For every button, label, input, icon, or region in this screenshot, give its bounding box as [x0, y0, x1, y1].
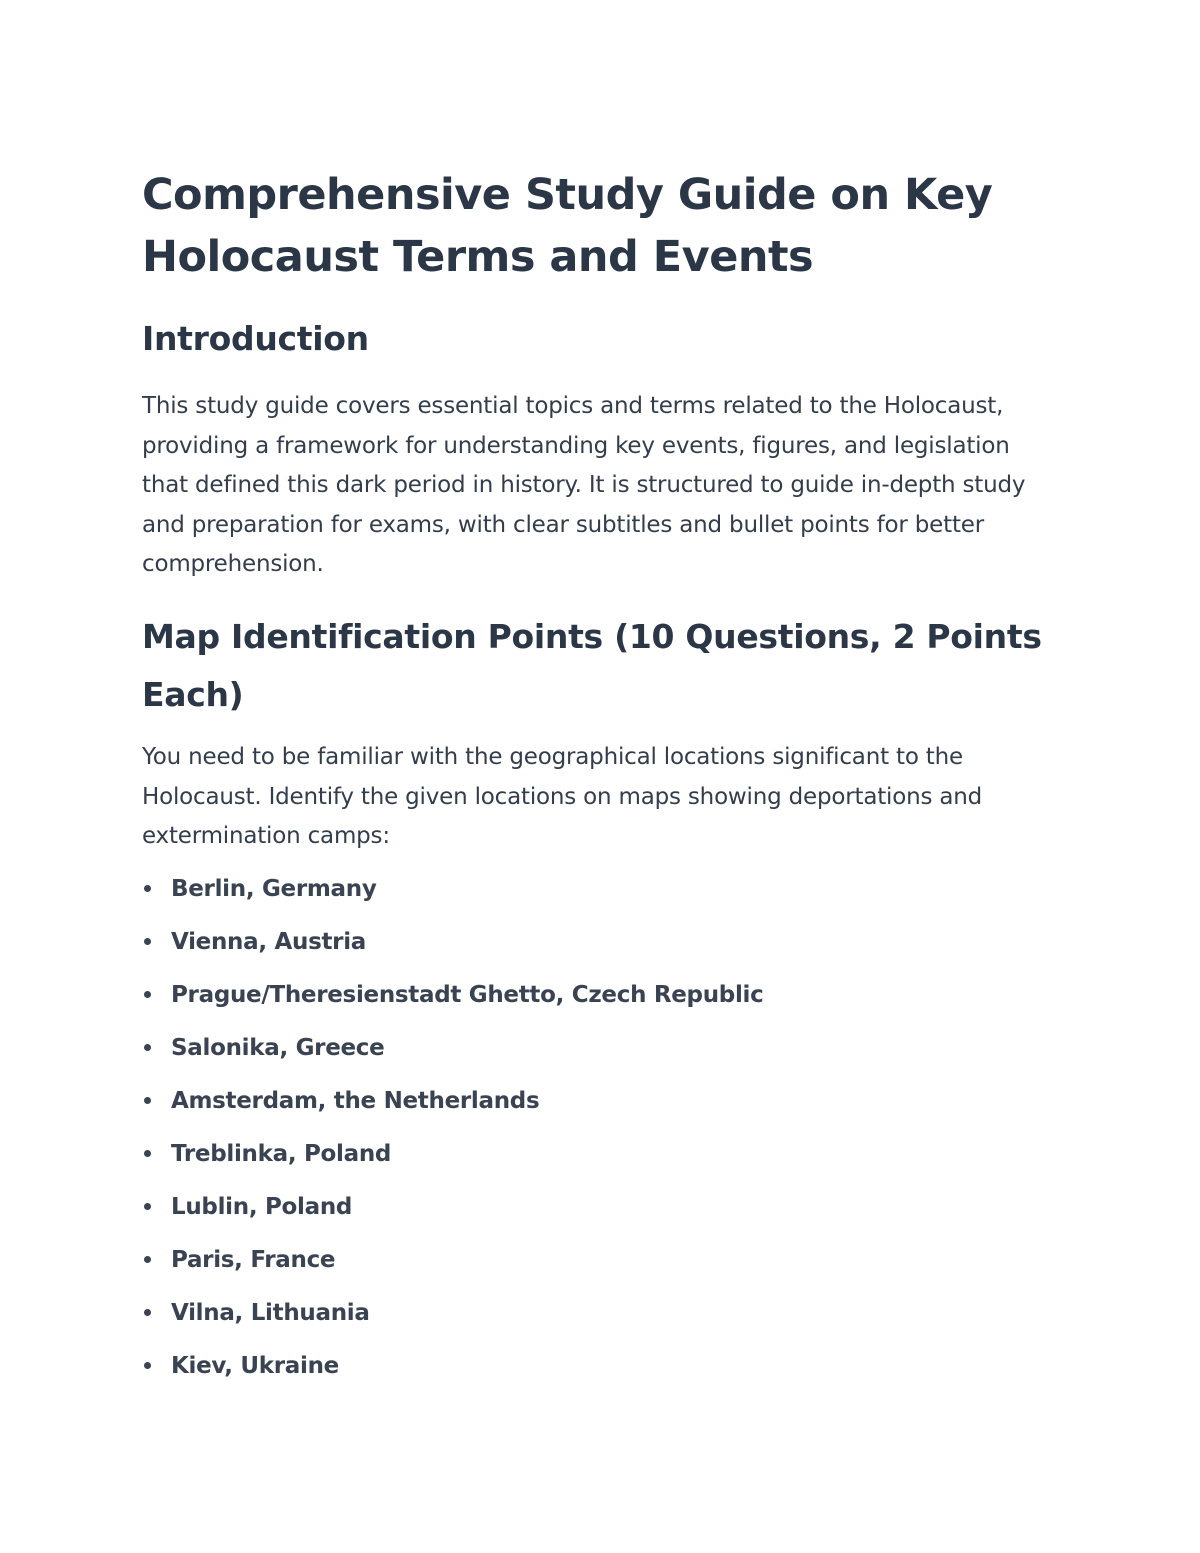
list-item — [142, 1237, 1062, 1290]
list-item-label: Lublin, Poland — [171, 1194, 353, 1220]
list-item — [142, 1131, 1062, 1184]
map-identification-paragraph: You need to be familiar with the geographical locations significant to the Holocaust. Identify the given locations on maps showing deportations and extermination camps: — [142, 744, 983, 849]
bullet-icon — [144, 1362, 151, 1369]
list-item — [142, 1025, 1062, 1078]
list-item-label: Prague/Theresienstadt Ghetto, Czech Republic — [171, 982, 764, 1008]
list-item — [142, 1184, 1062, 1237]
bullet-icon — [144, 1256, 151, 1263]
list-item-label: Vilna, Lithuania — [171, 1300, 370, 1326]
section-heading-introduction: Introduction — [142, 319, 369, 358]
list-item — [142, 1343, 1062, 1396]
list-item-label: Kiev, Ukraine — [171, 1353, 339, 1379]
bullet-icon — [144, 938, 151, 945]
section-heading-map-identification: Map Identification Points (10 Questions, 2 Points Each) — [142, 617, 1042, 714]
list-item — [142, 866, 1062, 919]
bullet-icon — [144, 1150, 151, 1157]
bullet-icon — [144, 1097, 151, 1104]
bullet-icon — [144, 885, 151, 892]
list-item-label: Amsterdam, the Netherlands — [171, 1088, 540, 1114]
document-title: Comprehensive Study Guide on Key Holocaust Terms and Events — [142, 170, 993, 282]
list-item-label: Salonika, Greece — [171, 1035, 385, 1061]
bullet-icon — [144, 991, 151, 998]
list-item-label: Treblinka, Poland — [171, 1141, 392, 1167]
bullet-icon — [144, 1044, 151, 1051]
list-item-label: Berlin, Germany — [171, 876, 377, 902]
bullet-icon — [144, 1203, 151, 1210]
bullet-icon — [144, 1309, 151, 1316]
list-item-label: Paris, France — [171, 1247, 336, 1273]
list-item — [142, 1078, 1062, 1131]
list-item — [142, 1290, 1062, 1343]
introduction-paragraph: This study guide covers essential topics and terms related to the Holocaust, providing a framework for understanding key events, figures, and legislation that defined this dark period in history. It is structured to guide in-depth study and preparation for exams, with clear subtitles and bullet points for better comprehension. — [142, 393, 1026, 577]
list-item-label: Vienna, Austria — [171, 929, 366, 955]
locations-list — [142, 866, 1062, 1396]
list-item — [142, 919, 1062, 972]
list-item — [142, 972, 1062, 1025]
